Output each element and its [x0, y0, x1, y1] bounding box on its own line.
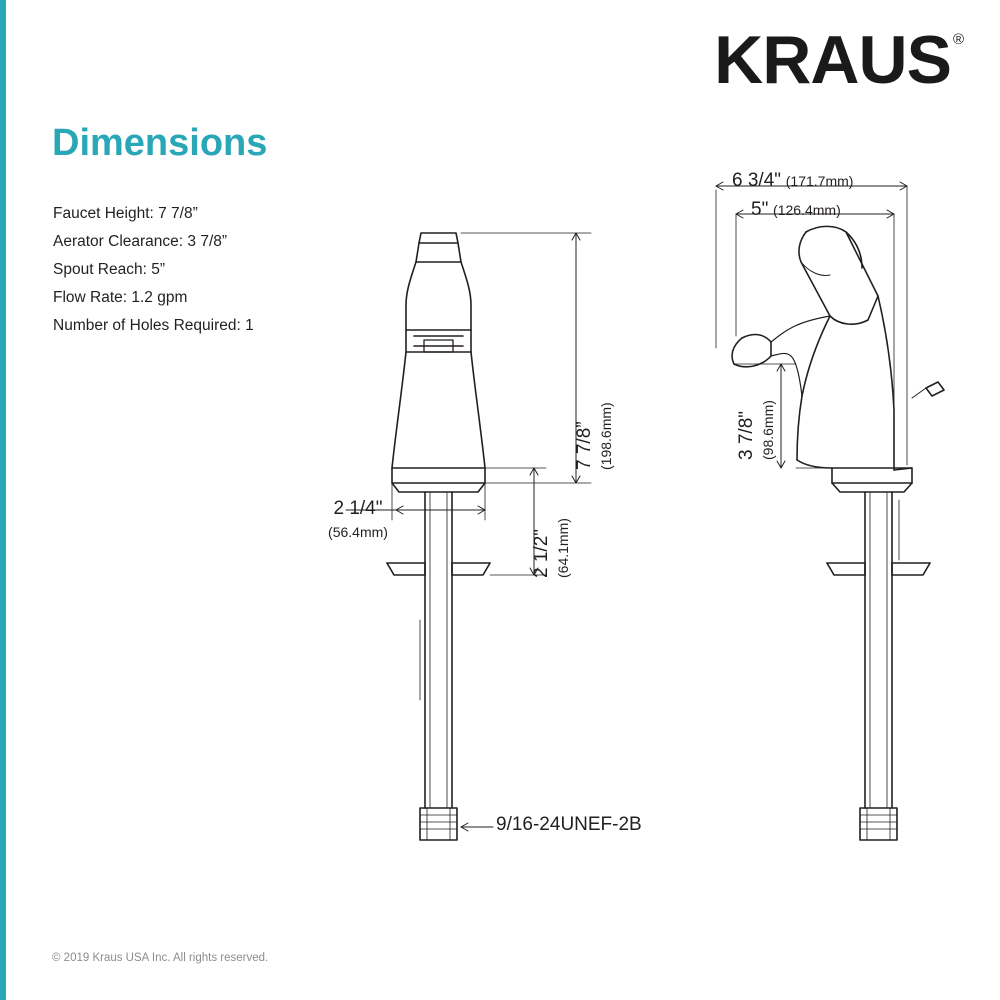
- dim-base-width: [318, 498, 398, 542]
- page-title: Dimensions: [52, 122, 268, 164]
- dim-base-height-mm: (64.1mm): [555, 518, 571, 578]
- copyright-footer: © 2019 Kraus USA Inc. All rights reserved.: [52, 952, 269, 964]
- dim-total-reach: [732, 170, 853, 192]
- faucet-front-view: [387, 233, 490, 840]
- dim-spout-reach-inches: 5": [751, 199, 769, 220]
- technical-drawing: [6, 0, 1000, 1000]
- dim-aerator-clearance-mm: (98.6mm): [760, 400, 776, 460]
- registered-mark: ®: [952, 31, 964, 48]
- dim-front-height-inches: 7 7/8”: [574, 421, 595, 470]
- faucet-side-view: [732, 226, 944, 840]
- spec-item-faucet-height: Faucet Height: 7 7/8”: [53, 205, 198, 222]
- dim-base-height-inches: 2 1/2": [531, 528, 552, 578]
- dim-thread-spec: 9/16-24UNEF-2B: [496, 814, 642, 835]
- spec-item-aerator-clearance: Aerator Clearance: 3 7/8”: [53, 233, 228, 250]
- brand-name: KRAUS: [714, 22, 951, 98]
- dim-total-reach-mm: (171.7mm): [785, 173, 854, 189]
- dim-base-width-inches: 2 1/4": [333, 498, 383, 519]
- dim-spout-reach-mm: (126.4mm): [773, 202, 841, 218]
- dim-base-width-mm: (56.4mm): [328, 524, 388, 540]
- spec-item-spout-reach: Spout Reach: 5”: [53, 261, 166, 278]
- dim-total-reach-inches: 6 3/4": [732, 170, 782, 191]
- dim-aerator-clearance-inches: 3 7/8": [736, 410, 757, 460]
- spec-item-flow-rate: Flow Rate: 1.2 gpm: [53, 289, 188, 306]
- dim-front-height-mm: (198.6mm): [598, 402, 614, 470]
- dim-spout-reach: [751, 199, 841, 221]
- spec-item-holes-required: Number of Holes Required: 1: [53, 317, 254, 334]
